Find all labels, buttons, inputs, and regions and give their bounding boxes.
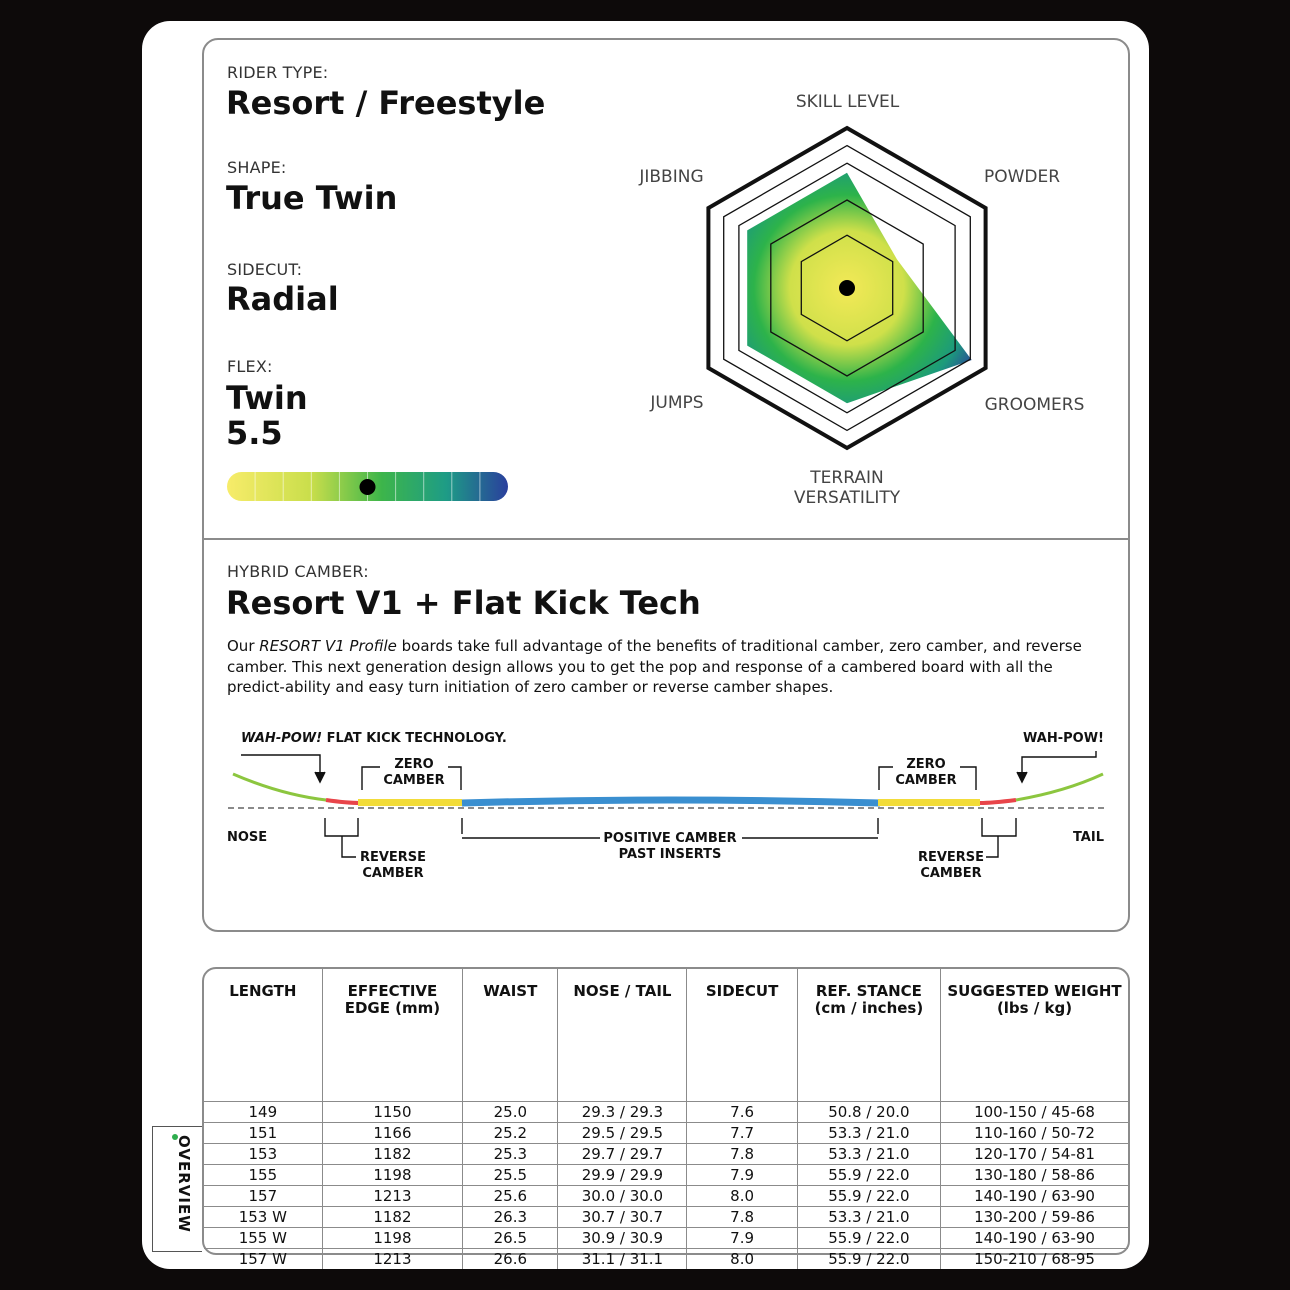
specs-row <box>204 1186 1128 1207</box>
specs-header-row <box>204 969 1128 1102</box>
specs-cell: 1150 <box>322 1102 463 1123</box>
specs-cell: 53.3 / 21.0 <box>797 1123 940 1144</box>
specs-row <box>204 1249 1128 1270</box>
specs-row <box>204 1123 1128 1144</box>
specs-cell: 150-210 / 68-95 <box>941 1249 1128 1270</box>
specs-row <box>204 1228 1128 1249</box>
specs-header-cell <box>687 969 797 1102</box>
specs-cell: 26.6 <box>463 1249 558 1270</box>
specs-cell: 55.9 / 22.0 <box>797 1228 940 1249</box>
specs-cell: 100-150 / 45-68 <box>941 1102 1128 1123</box>
specs-header-cell <box>204 969 322 1102</box>
specs-cell: 55.9 / 22.0 <box>797 1186 940 1207</box>
specs-cell: 120-170 / 54-81 <box>941 1144 1128 1165</box>
specs-header-text: NOSE / TAIL <box>573 982 672 1000</box>
specs-cell: 7.7 <box>687 1123 797 1144</box>
specs-header-text: SIDECUT <box>705 982 779 1000</box>
nose-label: NOSE <box>227 830 268 845</box>
specs-cell: 7.9 <box>687 1165 797 1186</box>
reverse-label-tail: REVERSE <box>917 850 985 865</box>
specs-row <box>204 1165 1128 1186</box>
specs-cell: 153 <box>204 1144 322 1165</box>
zero-label-nose: ZERO <box>394 757 434 772</box>
specs-header-cell <box>322 969 463 1102</box>
specs-cell: 7.6 <box>687 1102 797 1123</box>
specs-cell: 29.3 / 29.3 <box>558 1102 687 1123</box>
specs-header-text: (lbs / kg) <box>996 999 1073 1017</box>
specs-cell: 155 W <box>204 1228 322 1249</box>
specs-cell: 50.8 / 20.0 <box>797 1102 940 1123</box>
specs-cell: 1182 <box>322 1144 463 1165</box>
radar-label-terrain-versatility <box>772 468 922 508</box>
specs-cell: 153 W <box>204 1207 322 1228</box>
zero-label-tail: ZERO <box>906 757 946 772</box>
specs-cell: 30.7 / 30.7 <box>558 1207 687 1228</box>
specs-cell: 55.9 / 22.0 <box>797 1249 940 1270</box>
specs-cell: 7.8 <box>687 1207 797 1228</box>
radar-label-terrain-line1: TERRAIN <box>810 468 884 488</box>
flex-rating-marker <box>360 479 376 495</box>
specs-header-cell <box>463 969 558 1102</box>
specs-cell: 29.5 / 29.5 <box>558 1123 687 1144</box>
reverse-camber-label-nose: CAMBER <box>362 866 424 881</box>
specs-cell: 157 W <box>204 1249 322 1270</box>
specs-header-text: LENGTH <box>229 982 297 1000</box>
sidecut-value: Radial <box>226 280 339 318</box>
shape-value: True Twin <box>226 179 398 217</box>
specs-cell: 7.8 <box>687 1144 797 1165</box>
specs-cell: 25.6 <box>463 1186 558 1207</box>
specs-table-container <box>202 967 1130 1268</box>
specs-header-text: WAIST <box>483 982 538 1000</box>
zero-camber-label-tail: CAMBER <box>895 773 957 788</box>
camber-description <box>227 636 1112 698</box>
specs-cell: 1198 <box>322 1165 463 1186</box>
specs-header-text: EFFECTIVE <box>347 982 438 1000</box>
specs-cell: 53.3 / 21.0 <box>797 1144 940 1165</box>
specs-cell: 130-200 / 59-86 <box>941 1207 1128 1228</box>
specs-cell: 155 <box>204 1165 322 1186</box>
radar-label-skill-level: SKILL LEVEL <box>795 92 900 112</box>
flex-value-number: 5.5 <box>226 414 283 452</box>
section-divider <box>202 538 1130 540</box>
specs-cell: 53.3 / 21.0 <box>797 1207 940 1228</box>
radar-label-powder: POWDER <box>983 167 1061 187</box>
rider-type-value: Resort / Freestyle <box>226 84 546 122</box>
specs-cell: 29.9 / 29.9 <box>558 1165 687 1186</box>
specs-cell: 8.0 <box>687 1186 797 1207</box>
flat-kick-tech-label <box>241 730 507 747</box>
flex-label: FLEX: <box>227 357 273 376</box>
positive-camber-label: POSITIVE CAMBER <box>592 830 748 847</box>
specs-cell: 1213 <box>322 1186 463 1207</box>
flat-kick-wah-pow: WAH-POW! <box>241 731 323 746</box>
specs-cell: 30.0 / 30.0 <box>558 1186 687 1207</box>
camber-title: Resort V1 + Flat Kick Tech <box>226 584 701 622</box>
specs-header-text: EDGE (mm) <box>344 999 441 1017</box>
overview-tab-label: OVERVIEW <box>175 1135 193 1233</box>
specs-cell: 29.7 / 29.7 <box>558 1144 687 1165</box>
specs-table <box>204 969 1128 1269</box>
radar-label-jibbing: JIBBING <box>639 167 704 187</box>
shape-label: SHAPE: <box>227 158 287 177</box>
specs-header-text: (cm / inches) <box>814 999 924 1017</box>
specs-cell: 1198 <box>322 1228 463 1249</box>
specs-cell: 26.5 <box>463 1228 558 1249</box>
reverse-camber-label-tail: CAMBER <box>920 866 982 881</box>
reverse-label-nose: REVERSE <box>359 850 427 865</box>
wah-pow-label-tail: WAH-POW! <box>1023 731 1104 746</box>
specs-row <box>204 1102 1128 1123</box>
camber-desc-part2: boards take full advantage of the benefits of traditional camber, zero camber, and reverse camber. This next generation design allows you to get the pop and response of a cambered board with all the predict-ability and easy turn initiation of zero camber or reverse camber shapes. <box>227 637 1082 696</box>
sidecut-label: SIDECUT: <box>227 260 303 279</box>
specs-header-cell <box>558 969 687 1102</box>
specs-cell: 26.3 <box>463 1207 558 1228</box>
specs-cell: 25.5 <box>463 1165 558 1186</box>
specs-cell: 7.9 <box>687 1228 797 1249</box>
specs-cell: 1166 <box>322 1123 463 1144</box>
radar-chart <box>690 110 1010 470</box>
radar-label-groomers: GROOMERS <box>984 395 1085 415</box>
radar-label-jumps: JUMPS <box>650 393 704 413</box>
specs-cell: 25.2 <box>463 1123 558 1144</box>
flat-kick-rest: FLAT KICK TECHNOLOGY. <box>322 731 507 746</box>
specs-cell: 31.1 / 31.1 <box>558 1249 687 1270</box>
specs-cell: 140-190 / 63-90 <box>941 1228 1128 1249</box>
specs-cell: 55.9 / 22.0 <box>797 1165 940 1186</box>
camber-desc-part1: Our <box>227 637 260 655</box>
specs-cell: 157 <box>204 1186 322 1207</box>
specs-row <box>204 1207 1128 1228</box>
camber-label: HYBRID CAMBER: <box>227 562 369 581</box>
specs-cell: 1213 <box>322 1249 463 1270</box>
specs-header-cell <box>941 969 1128 1102</box>
specs-body <box>204 1102 1128 1270</box>
camber-desc-italic: RESORT V1 Profile <box>259 637 397 655</box>
specs-cell: 8.0 <box>687 1249 797 1270</box>
specs-cell: 130-180 / 58-86 <box>941 1165 1128 1186</box>
specs-cell: 30.9 / 30.9 <box>558 1228 687 1249</box>
tail-label: TAIL <box>1072 830 1104 845</box>
radar-label-terrain-line2: VERSATILITY <box>793 488 901 508</box>
flex-value-name: Twin <box>226 379 308 417</box>
specs-cell: 25.0 <box>463 1102 558 1123</box>
specs-cell: 151 <box>204 1123 322 1144</box>
rider-type-label: RIDER TYPE: <box>227 63 329 82</box>
specs-header-cell <box>797 969 940 1102</box>
specs-cell: 149 <box>204 1102 322 1123</box>
specs-header-text: REF. STANCE <box>815 982 922 1000</box>
flex-scale-bar <box>226 471 510 503</box>
specs-row <box>204 1144 1128 1165</box>
zero-camber-label-nose: CAMBER <box>383 773 445 788</box>
specs-cell: 140-190 / 63-90 <box>941 1186 1128 1207</box>
specs-cell: 1182 <box>322 1207 463 1228</box>
specs-cell: 25.3 <box>463 1144 558 1165</box>
radar-center-dot <box>839 280 855 296</box>
specs-cell: 110-160 / 50-72 <box>941 1123 1128 1144</box>
specs-header-text: SUGGESTED WEIGHT <box>947 982 1122 1000</box>
past-inserts-label: PAST INSERTS <box>618 847 722 862</box>
